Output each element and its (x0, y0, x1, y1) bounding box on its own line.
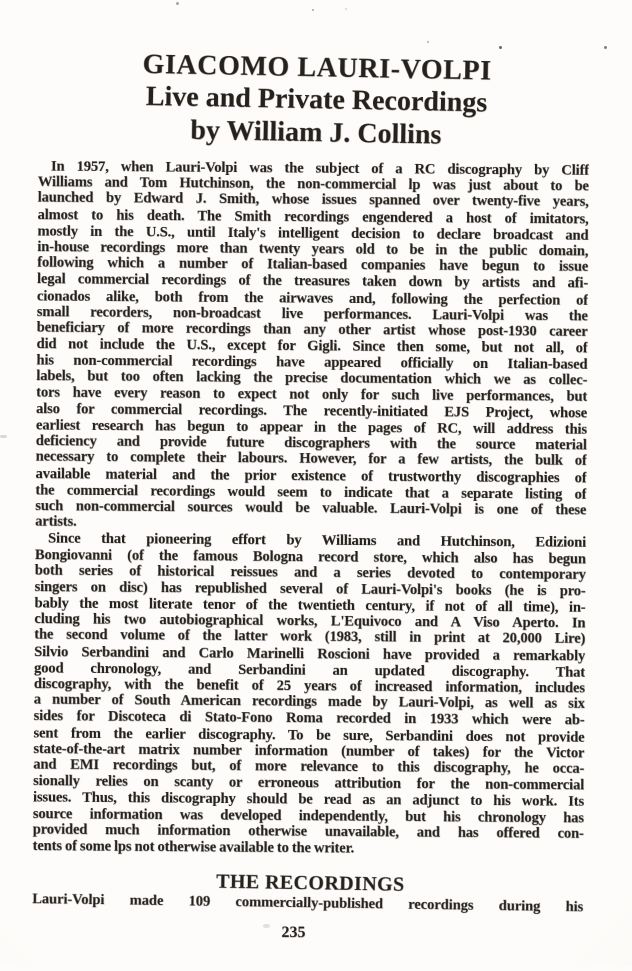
text-line: in-house recordings more than twenty years old to be in the public domain, (37, 238, 589, 260)
text-line: sides for Discoteca di Stato-Fono Roma recorded in 1933 which were ab- (33, 708, 585, 729)
text-line: Silvio Serbandini and Carlo Marinelli Roscioni have provided a remarkably (34, 643, 586, 664)
article-title-block (0, 46, 632, 155)
text-line: Bongiovanni (of the famous Bologna record store, which also has begun (34, 546, 586, 567)
text-line: launched by Edward J. Smith, whose issues spanned over twenty-five years, (37, 190, 589, 211)
text-line: the second volume of the latter work (1983, still in print at 20,000 Lire) (34, 627, 586, 648)
text-line: provided much information otherwise unavailable, and has offered con- (32, 821, 584, 842)
text-line: source information was developed independently, but his chronology has (32, 805, 584, 826)
text-line: his non-commercial recordings have appeared officially on Italian-based (36, 352, 588, 373)
text-line: almost to his death. The Smith recordings engendered a host of imitators, (37, 206, 589, 227)
text-line: issues. Thus, this discography should be read as an adjunct to his work. Its (32, 789, 585, 810)
closing-line: Lauri-Volpi made 109 commercially-published recordings during his (32, 891, 584, 916)
text-line: small recorders, non-broadcast live performances. Lauri-Volpi was the (36, 303, 588, 324)
article-subtitle: Live and Private Recordings (145, 80, 488, 119)
text-line: did not include the U.S., except for Gigli. Since then some, but not all, of (36, 336, 588, 357)
text-line: a number of South American recordings made by Lauri-Volpi, as well as six (33, 691, 585, 713)
page-number: 235 (281, 924, 306, 942)
text-line: legal commercial recordings of the treasures taken down by artists and afi- (37, 271, 589, 292)
text-line: following which a number of Italian-based companies have begun to issue (37, 254, 589, 276)
text-line: also for commercial recordings. The recently-initiated EJS Project, whose (35, 400, 588, 422)
text-line: labels, but too often lacking the precise documentation which we as collec- (36, 368, 588, 389)
article-body (33, 158, 589, 858)
text-line: mostly in the U.S., until Italy's intelligent decision to declare broadcast and (37, 223, 589, 244)
text-line: Since that pioneering effort by Williams and Hutchinson, Edizioni (47, 530, 587, 551)
text-line: necessary to complete their labours. However, for a few artists, the bulk of (35, 449, 587, 470)
section-heading: THE RECORDINGS (215, 870, 405, 896)
text-line: earliest research has begun to appear in the pages of RC, will address this (35, 417, 587, 438)
text-line: tors have every reason to expect not only for such live performances, but (36, 384, 588, 405)
paragraph-1 (35, 158, 589, 535)
text-line: the commercial recordings would seem to indicate that a separate listing of (35, 482, 587, 503)
text-line: both series of historical reissues and a series devoted to contemporary (34, 562, 586, 583)
text-line: Williams and Tom Hutchinson, the non-commercial lp was just about to be (37, 174, 589, 195)
paragraph-2 (33, 530, 587, 858)
text-line: beneficiary of more recordings than any other artist whose post-1930 career (36, 319, 588, 340)
text-line: good chronology, and Serbandini an updated discography. That (33, 660, 586, 681)
article-byline: by William J. Collins (190, 114, 442, 151)
text-line: sionally relies on scanty or erroneous attribution for the non-commercial (33, 773, 585, 794)
text-line: singers on disc) has republished several of Lauri-Volpi's books (he is pro- (34, 578, 586, 600)
text-line: cionados alike, both from the airwaves and, following the perfection of (36, 287, 588, 309)
text-line: deficiency and provide future discographers with the source material (35, 433, 587, 454)
article-title: GIACOMO LAURI-VOLPI (142, 48, 492, 87)
text-line: discography, with the benefit of 25 years of increased information, includes (33, 675, 585, 697)
text-line: bably the most literate tenor of the twentieth century, if not of all time), in- (34, 595, 586, 616)
text-line: tents of some lps not otherwise available to the writer. (32, 837, 355, 857)
text-line: cluding his two autobiographical works, L'Equivoco and A Viso Aperto. In (34, 611, 586, 632)
text-line: such non-commercial sources would be valuable. Lauri-Volpi is one of these (35, 497, 587, 519)
text-line: available material and the prior existence of trustworthy discographies of (35, 465, 587, 486)
text-line: sent from the earlier discography. To be sure, Serbandini does not provide (33, 724, 585, 746)
text-line: In 1957, when Lauri-Volpi was the subject of a RC discography by Cliff (50, 158, 589, 179)
text-line: and EMI recordings but, of more relevance to this discography, he occa- (33, 756, 585, 777)
text-line: state-of-the-art matrix number information (number of takes) for the Victor (33, 740, 585, 762)
text-line: artists. (35, 513, 77, 531)
